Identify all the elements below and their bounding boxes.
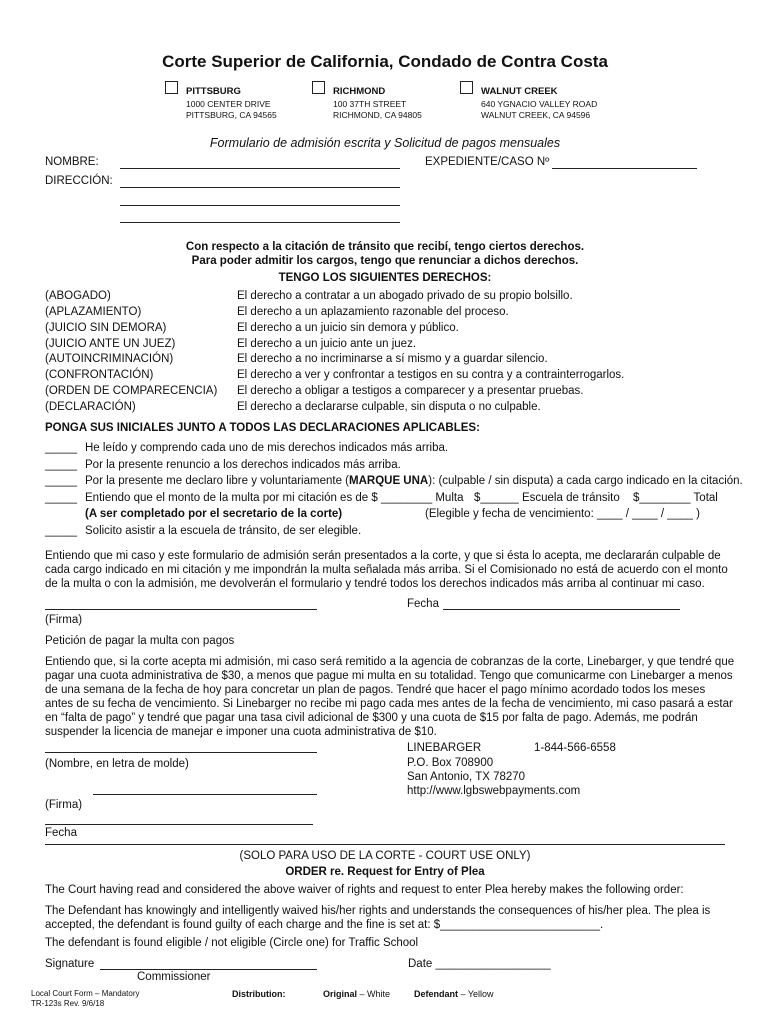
initial-blank-3[interactable]: _____: [45, 475, 77, 487]
rights-heading: TENGO LOS SIGUIENTES DERECHOS:: [278, 272, 492, 284]
pittsburg-checkbox[interactable]: [165, 81, 178, 94]
direccion-label: DIRECCIÓN:: [45, 175, 113, 187]
expediente-field[interactable]: [552, 168, 697, 169]
nombre-molde-line[interactable]: [45, 752, 317, 753]
declaration-waive-rights: Por la presente renuncio a los derechos indicados más arriba.: [85, 459, 401, 471]
plea-text-a: Por la presente me declaro libre y voluntariamente (: [85, 475, 349, 487]
signature-line[interactable]: [100, 969, 317, 970]
linebarger-phone: 1-844-566-6558: [534, 742, 616, 754]
linebarger-city: San Antonio, TX 78270: [407, 771, 526, 783]
richmond-checkbox[interactable]: [312, 81, 325, 94]
payment-fecha-label: Fecha: [45, 827, 77, 839]
right-name: (JUICIO ANTE UN JUEZ): [45, 338, 176, 350]
right-desc: El derecho a declararse culpable, sin disputa o no culpable.: [237, 401, 541, 413]
declaration-plea: [85, 475, 743, 487]
rights-intro-1: Con respecto a la citación de tránsito que recibí, tengo ciertos derechos.: [185, 241, 585, 253]
rights-intro-2: Para poder admitir los cargos, tengo que renunciar a dichos derechos.: [191, 255, 579, 267]
payment-paragraph: Entiendo que, si la corte acepta mi admisión, mi caso será remitido a la agencia de cobranzas de la corte, Linebarger, y que tendré que pagar una cuota administrativa de $30, a menos que pague mi multa en su totalidad. Tengo que comunicarme con Linebarger a menos de una semana de la fecha de hoy para concretar un plan de pagos. Tendré que hacer el pago mínimo acordado todos los meses antes de su fecha de vencimiento. Si Linebarger no recibe mi pago cada mes antes de la fecha de vencimiento, mi caso pasará a estar en “falta de pago” y tendré que pagar una tasa civil adicional de $300 y una cuota de $15 por falta de pago. Además, me podrán suspender la licencia de manejar e imponer una cuota administrativa de $10.: [45, 656, 735, 738]
right-name: (CONFRONTACIÓN): [45, 369, 154, 381]
declaration-read-rights: He leído y comprendo cada uno de mis derechos indicados más arriba.: [85, 442, 449, 454]
clerk-note: (A ser completado por el secretario de la corte): [85, 508, 343, 520]
eligibility-date: (Elegible y fecha de vencimiento: ____ / ____ / ____ ): [425, 508, 700, 520]
initial-blank-2[interactable]: _____: [45, 459, 77, 471]
court-date: Date __________________: [408, 958, 551, 970]
right-name: (AUTOINCRIMINACIÓN): [45, 353, 174, 365]
location-name-walnut-creek: WALNUT CREEK: [481, 86, 558, 97]
direccion-field-1[interactable]: [120, 187, 400, 188]
traffic-school-amount: $______ Escuela de tránsito: [474, 492, 620, 504]
right-name: (ORDEN DE COMPARECENCIA): [45, 385, 218, 397]
court-paragraph-3: The defendant is found eligible / not eligible (Circle one) for Traffic School: [45, 937, 419, 949]
right-name: (ABOGADO): [45, 290, 111, 302]
direccion-field-2[interactable]: [120, 205, 400, 206]
right-desc: El derecho a ver y confrontar a testigos en su contra y a contrainterrogarlos.: [237, 369, 625, 381]
defendant-color: – Yellow: [460, 989, 494, 999]
firma-label: (Firma): [45, 614, 83, 626]
court-paragraph-1: The Court having read and considered the above waiver of rights and request to enter Plea hereby makes the following order:: [45, 884, 684, 896]
admission-paragraph: Entiendo que mi caso y este formulario de admisión serán presentados a la corte, y que si ésta lo acepta, me declararán culpable de cada cargo indicado en mi citación y me impondrán la multa señalada más arriba. Si el Comisionado no está de acuerdo con el monto de la multa o con la admisión, me devolverán el formulario y tendré todos los derechos indicados más arriba al continuar mi caso.: [45, 550, 728, 590]
distribution-label: Distribution:: [232, 989, 286, 999]
location-addr1-richmond: 100 37TH STREET: [333, 99, 407, 109]
payment-heading: Petición de pagar la multa con pagos: [45, 635, 235, 647]
location-addr2-pittsburg: PITTSBURG, CA 94565: [186, 110, 277, 120]
fecha-label: Fecha: [407, 598, 439, 610]
nombre-label: NOMBRE:: [45, 156, 99, 168]
payment-fecha-line[interactable]: [45, 824, 313, 825]
right-desc: El derecho a un juicio sin demora y público.: [237, 322, 459, 334]
form-type: Local Court Form – Mandatory: [31, 989, 140, 998]
right-desc: El derecho a un aplazamiento razonable del proceso.: [237, 306, 509, 318]
plea-mark-one: MARQUE UNA: [349, 475, 429, 487]
location-addr2-richmond: RICHMOND, CA 94805: [333, 110, 422, 120]
court-paragraph-2: The Defendant has knowingly and intelligently waived his/her rights and understands the consequences of his/her plea. The plea is accepted, the defendant is found guilty of each charge and the fine is set at: $_________________________.: [45, 905, 711, 931]
court-use-only: (SOLO PARA USO DE LA CORTE - COURT USE ONLY): [239, 850, 531, 862]
right-desc: El derecho a obligar a testigos a comparecer y a presentar pruebas.: [237, 385, 584, 397]
distribution-original: [323, 989, 390, 999]
original-color: – White: [359, 989, 391, 999]
expediente-label: EXPEDIENTE/CASO Nº: [425, 156, 550, 168]
direccion-field-3[interactable]: [120, 222, 400, 223]
plea-text-c: ): (culpable / sin disputa) a cada cargo indicado en la citación.: [428, 475, 743, 487]
defendant-label: Defendant: [414, 989, 459, 999]
walnut-creek-checkbox[interactable]: [460, 81, 473, 94]
location-addr1-pittsburg: 1000 CENTER DRIVE: [186, 99, 271, 109]
payment-firma-line[interactable]: [93, 794, 317, 795]
payment-firma-label: (Firma): [45, 799, 83, 811]
court-order-heading: ORDER re. Request for Entry of Plea: [285, 866, 485, 878]
original-label: Original: [323, 989, 358, 999]
linebarger-name: LINEBARGER: [407, 742, 482, 754]
declaration-traffic-school: Solicito asistir a la escuela de tránsito, de ser elegible.: [85, 525, 362, 537]
declaration-fine-amount: Entiendo que el monto de la multa por mi citación es de $ ________ Multa: [85, 492, 464, 504]
signature-label: Signature: [45, 958, 95, 970]
page-title: Corte Superior de California, Condado de Contra Costa: [162, 52, 608, 71]
form-number: TR-123s Rev. 9/6/18: [31, 999, 105, 1008]
right-desc: El derecho a no incriminarse a sí mismo y a guardar silencio.: [237, 353, 548, 365]
form-subtitle: Formulario de admisión escrita y Solicitud de pagos mensuales: [209, 136, 561, 150]
right-desc: El derecho a un juicio ante un juez.: [237, 338, 417, 350]
court-use-divider: [45, 844, 725, 845]
linebarger-pobox: P.O. Box 708900: [407, 757, 494, 769]
distribution-defendant: [414, 989, 494, 999]
right-name: (DECLARACIÓN): [45, 401, 136, 413]
total-amount: $________ Total: [633, 492, 718, 504]
location-name-richmond: RICHMOND: [333, 86, 386, 97]
fecha-line[interactable]: [443, 609, 680, 610]
declarations-heading: PONGA SUS INICIALES JUNTO A TODOS LAS DECLARACIONES APLICABLES:: [45, 422, 480, 434]
location-addr2-walnut-creek: WALNUT CREEK, CA 94596: [481, 110, 591, 120]
nombre-field[interactable]: [120, 168, 400, 169]
initial-blank-4[interactable]: _____: [45, 492, 77, 504]
location-name-pittsburg: PITTSBURG: [186, 86, 241, 97]
right-desc: El derecho a contratar a un abogado privado de su propio bolsillo.: [237, 290, 573, 302]
linebarger-url[interactable]: http://www.lgbswebpayments.com: [407, 785, 581, 797]
initial-blank-1[interactable]: _____: [45, 442, 77, 454]
location-addr1-walnut-creek: 640 YGNACIO VALLEY ROAD: [481, 99, 598, 109]
right-name: (JUICIO SIN DEMORA): [45, 322, 167, 334]
commissioner-label: Commissioner: [137, 971, 211, 983]
nombre-molde-label: (Nombre, en letra de molde): [45, 758, 189, 770]
firma-line[interactable]: [45, 609, 317, 610]
initial-blank-5[interactable]: _____: [45, 525, 77, 537]
right-name: (APLAZAMIENTO): [45, 306, 142, 318]
